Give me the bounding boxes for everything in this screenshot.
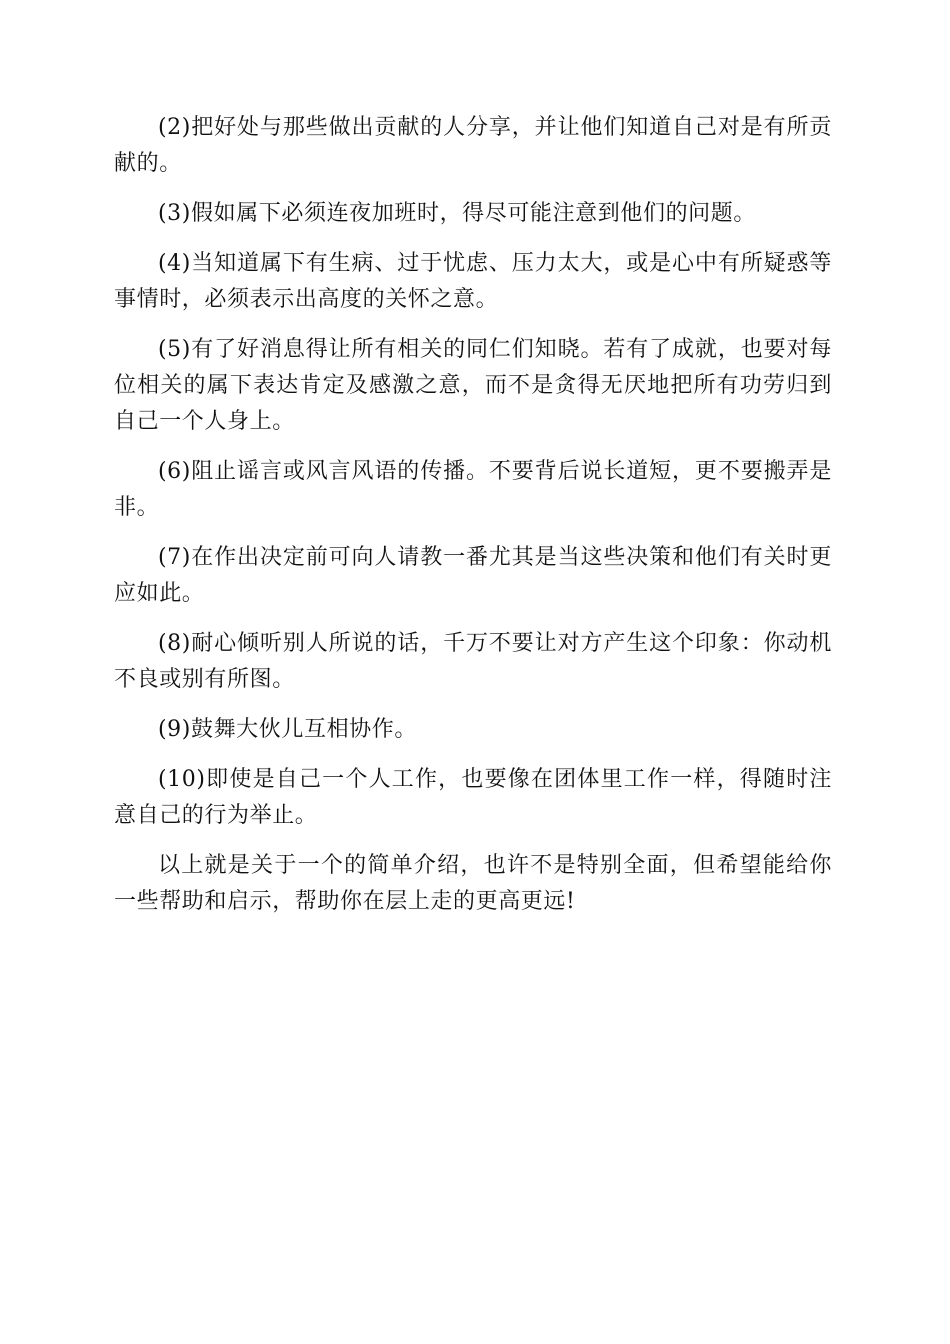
paragraph-item-2: (2)把好处与那些做出贡献的人分享，并让他们知道自己对是有所贡献的。 [114,115,832,176]
paragraph-item-7: (7)在作出决定前可向人请教一番尤其是当这些决策和他们有关时更应如此。 [114,545,832,606]
document-body [114,110,832,934]
paragraph-item-4: (4)当知道属下有生病、过于忧虑、压力太大，或是心中有所疑惑等事情时，必须表示出高度的关怀之意。 [114,251,832,312]
closing-paragraph: 以上就是关于一个的简单介绍，也许不是特别全面，但希望能给你一些帮助和启示，帮助你在层上走的更高更远! [114,853,832,914]
paragraph-item-9: (9)鼓舞大伙儿互相协作。 [158,717,417,742]
paragraph-item-8: (8)耐心倾听别人所说的话，千万不要让对方产生这个印象：你动机不良或别有所图。 [114,631,832,692]
paragraph-item-10: (10)即使是自己一个人工作，也要像在团体里工作一样，得随时注意自己的行为举止。 [114,767,832,828]
paragraph-item-6: (6)阻止谣言或风言风语的传播。不要背后说长道短，更不要搬弄是非。 [114,459,832,520]
paragraph-item-5: (5)有了好消息得让所有相关的同仁们知晓。若有了成就，也要对每位相关的属下表达肯定及感激之意，而不是贪得无厌地把所有功劳归到自己一个人身上。 [114,337,832,434]
paragraph-item-3: (3)假如属下必须连夜加班时，得尽可能注意到他们的问题。 [158,201,756,226]
